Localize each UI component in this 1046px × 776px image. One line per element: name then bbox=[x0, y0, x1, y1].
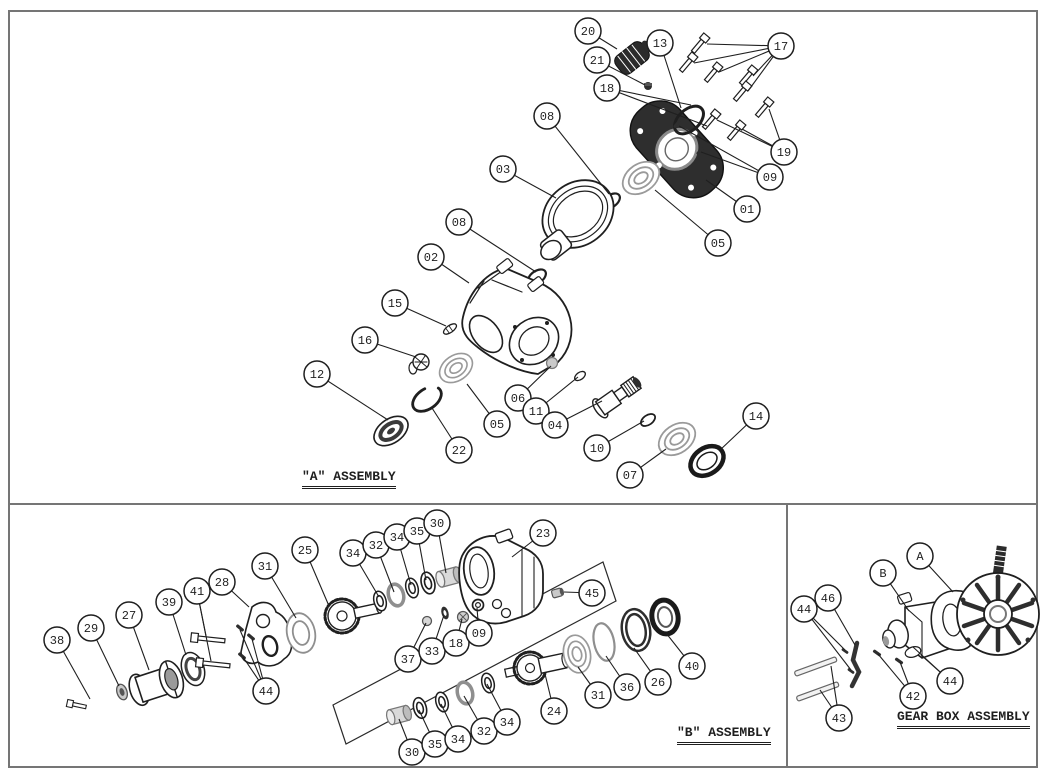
part-shift-fork bbox=[852, 643, 859, 686]
svg-text:15: 15 bbox=[387, 297, 403, 311]
svg-text:35: 35 bbox=[427, 738, 443, 752]
part-bushing bbox=[385, 704, 413, 725]
svg-text:02: 02 bbox=[423, 251, 439, 265]
svg-text:34: 34 bbox=[345, 547, 361, 561]
svg-text:07: 07 bbox=[622, 469, 638, 483]
callout-25 bbox=[292, 537, 318, 563]
callout-19 bbox=[771, 139, 797, 165]
svg-text:32: 32 bbox=[476, 725, 492, 739]
callout-18 bbox=[443, 630, 469, 656]
callout-28 bbox=[209, 569, 235, 595]
part-screw bbox=[872, 649, 881, 657]
svg-text:22: 22 bbox=[451, 444, 467, 458]
part-washer bbox=[411, 696, 429, 720]
callout-31 bbox=[252, 553, 278, 579]
svg-text:17: 17 bbox=[773, 40, 789, 54]
part-gear-housing bbox=[462, 258, 571, 374]
callout-15 bbox=[382, 290, 408, 316]
svg-text:16: 16 bbox=[357, 334, 373, 348]
part-washer bbox=[404, 577, 421, 599]
svg-text:08: 08 bbox=[539, 110, 555, 124]
callout-42 bbox=[900, 683, 926, 709]
part-snap-ring bbox=[408, 382, 446, 417]
part-bearing-lower bbox=[434, 347, 478, 388]
part-washer-gray bbox=[455, 680, 475, 705]
part-rivet bbox=[841, 648, 849, 655]
part-bearing bbox=[560, 633, 594, 676]
svg-text:10: 10 bbox=[589, 442, 605, 456]
svg-text:26: 26 bbox=[650, 676, 666, 690]
svg-text:39: 39 bbox=[161, 596, 177, 610]
callout-13 bbox=[647, 30, 673, 56]
callout-35 bbox=[422, 731, 448, 757]
callout-44 bbox=[937, 668, 963, 694]
svg-text:32: 32 bbox=[368, 539, 384, 553]
svg-text:24: 24 bbox=[546, 705, 562, 719]
part-pulley bbox=[529, 166, 627, 263]
callout-14 bbox=[743, 403, 769, 429]
callout-12 bbox=[304, 361, 330, 387]
svg-text:20: 20 bbox=[580, 25, 596, 39]
svg-text:43: 43 bbox=[831, 712, 847, 726]
svg-text:23: 23 bbox=[535, 527, 551, 541]
svg-text:34: 34 bbox=[389, 531, 405, 545]
callout-33 bbox=[419, 638, 445, 664]
svg-text:42: 42 bbox=[905, 690, 921, 704]
callout-43 bbox=[826, 705, 852, 731]
svg-text:21: 21 bbox=[589, 54, 605, 68]
callout-A bbox=[907, 543, 933, 569]
svg-text:18: 18 bbox=[599, 82, 615, 96]
callout-41 bbox=[184, 578, 210, 604]
svg-text:41: 41 bbox=[189, 585, 205, 599]
callout-44 bbox=[791, 596, 817, 622]
callout-16 bbox=[352, 327, 378, 353]
callout-05 bbox=[484, 411, 510, 437]
svg-text:35: 35 bbox=[409, 525, 425, 539]
part-ring bbox=[619, 607, 654, 653]
svg-text:44: 44 bbox=[942, 675, 958, 689]
svg-text:27: 27 bbox=[121, 609, 137, 623]
callout-B bbox=[870, 560, 896, 586]
svg-text:19: 19 bbox=[776, 146, 792, 160]
b-assembly-label: ″B″ ASSEMBLY bbox=[677, 726, 771, 743]
callout-20 bbox=[575, 18, 601, 44]
callout-30 bbox=[399, 739, 425, 765]
callout-07 bbox=[617, 462, 643, 488]
part-o-ring bbox=[639, 411, 658, 428]
part-bolts-19 bbox=[701, 97, 774, 142]
callout-18 bbox=[594, 75, 620, 101]
callout-37 bbox=[395, 646, 421, 672]
part-seal-dark bbox=[649, 598, 681, 636]
part-washer-dark bbox=[440, 606, 450, 620]
b-assembly-drawing bbox=[66, 529, 680, 744]
part-washer bbox=[419, 571, 437, 596]
callout-21 bbox=[584, 47, 610, 73]
callout-17 bbox=[768, 33, 794, 59]
b-assembly-callouts bbox=[44, 510, 705, 765]
callout-44 bbox=[253, 678, 279, 704]
svg-text:14: 14 bbox=[748, 410, 764, 424]
svg-text:A: A bbox=[916, 550, 924, 564]
svg-text:44: 44 bbox=[258, 685, 274, 699]
part-bolt bbox=[66, 699, 86, 710]
svg-text:30: 30 bbox=[404, 746, 420, 760]
part-screw bbox=[894, 657, 903, 665]
part-o-ring-large bbox=[590, 621, 617, 662]
svg-text:33: 33 bbox=[424, 645, 440, 659]
svg-text:36: 36 bbox=[619, 681, 635, 695]
callout-08 bbox=[534, 103, 560, 129]
svg-text:03: 03 bbox=[495, 163, 511, 177]
callout-34 bbox=[445, 726, 471, 752]
callout-45 bbox=[579, 580, 605, 606]
part-ring bbox=[473, 600, 484, 611]
part-rivet bbox=[847, 668, 855, 675]
svg-text:05: 05 bbox=[710, 237, 726, 251]
svg-text:30: 30 bbox=[429, 517, 445, 531]
part-hub bbox=[125, 658, 188, 711]
svg-text:28: 28 bbox=[214, 576, 230, 590]
part-seal-ring bbox=[685, 440, 729, 482]
svg-text:31: 31 bbox=[257, 560, 273, 574]
callout-34 bbox=[340, 540, 366, 566]
part-main-gearbox bbox=[931, 545, 1039, 655]
part-bolts-17 bbox=[678, 33, 758, 103]
svg-text:B: B bbox=[879, 567, 887, 581]
part-dowel-pin bbox=[442, 322, 458, 336]
svg-text:25: 25 bbox=[297, 544, 313, 558]
part-washer bbox=[480, 672, 497, 694]
svg-text:34: 34 bbox=[499, 716, 515, 730]
gearbox-assembly-label: GEAR BOX ASSEMBLY bbox=[897, 710, 1030, 727]
callout-29 bbox=[78, 615, 104, 641]
callout-39 bbox=[156, 589, 182, 615]
part-knurled-nut bbox=[458, 612, 469, 623]
svg-text:01: 01 bbox=[739, 203, 755, 217]
part-nut bbox=[115, 683, 129, 701]
callout-31 bbox=[585, 682, 611, 708]
svg-text:29: 29 bbox=[83, 622, 99, 636]
svg-text:08: 08 bbox=[451, 216, 467, 230]
callout-34 bbox=[494, 709, 520, 735]
svg-text:37: 37 bbox=[400, 653, 416, 667]
callout-24 bbox=[541, 698, 567, 724]
part-small-nut bbox=[644, 82, 652, 90]
svg-text:46: 46 bbox=[820, 592, 836, 606]
part-output-boss bbox=[547, 358, 558, 369]
callout-04 bbox=[542, 412, 568, 438]
callout-30 bbox=[424, 510, 450, 536]
svg-text:09: 09 bbox=[762, 171, 778, 185]
part-o-ring-small bbox=[573, 370, 587, 383]
callout-05 bbox=[705, 230, 731, 256]
callout-40 bbox=[679, 653, 705, 679]
callout-32 bbox=[471, 718, 497, 744]
svg-text:04: 04 bbox=[547, 419, 563, 433]
part-washer bbox=[434, 691, 451, 713]
svg-text:34: 34 bbox=[450, 733, 466, 747]
svg-text:44: 44 bbox=[796, 603, 812, 617]
callout-26 bbox=[645, 669, 671, 695]
callout-10 bbox=[584, 435, 610, 461]
callout-01 bbox=[734, 196, 760, 222]
svg-text:38: 38 bbox=[49, 634, 65, 648]
svg-text:12: 12 bbox=[309, 368, 325, 382]
callout-09 bbox=[466, 620, 492, 646]
part-seal bbox=[369, 410, 414, 451]
callout-03 bbox=[490, 156, 516, 182]
svg-text:45: 45 bbox=[584, 587, 600, 601]
callout-22 bbox=[446, 437, 472, 463]
callout-leader-line bbox=[459, 222, 536, 272]
callout-46 bbox=[815, 585, 841, 611]
svg-text:31: 31 bbox=[590, 689, 606, 703]
svg-text:40: 40 bbox=[684, 660, 700, 674]
a-assembly-label: ″A″ ASSEMBLY bbox=[302, 470, 396, 487]
part-bevel-gear bbox=[409, 354, 429, 374]
svg-text:11: 11 bbox=[528, 405, 544, 419]
svg-text:18: 18 bbox=[448, 637, 464, 651]
part-pinion-shaft bbox=[590, 372, 646, 420]
callout-38 bbox=[44, 627, 70, 653]
callout-02 bbox=[418, 244, 444, 270]
svg-text:06: 06 bbox=[510, 392, 526, 406]
svg-text:05: 05 bbox=[489, 418, 505, 432]
svg-text:09: 09 bbox=[471, 627, 487, 641]
callout-27 bbox=[116, 602, 142, 628]
callout-09 bbox=[757, 164, 783, 190]
part-gear-shaft bbox=[502, 644, 571, 689]
part-cap bbox=[423, 617, 432, 626]
callout-36 bbox=[614, 674, 640, 700]
part-washer-gray bbox=[386, 582, 406, 607]
callout-23 bbox=[530, 520, 556, 546]
svg-text:13: 13 bbox=[652, 37, 668, 51]
callout-08 bbox=[446, 209, 472, 235]
